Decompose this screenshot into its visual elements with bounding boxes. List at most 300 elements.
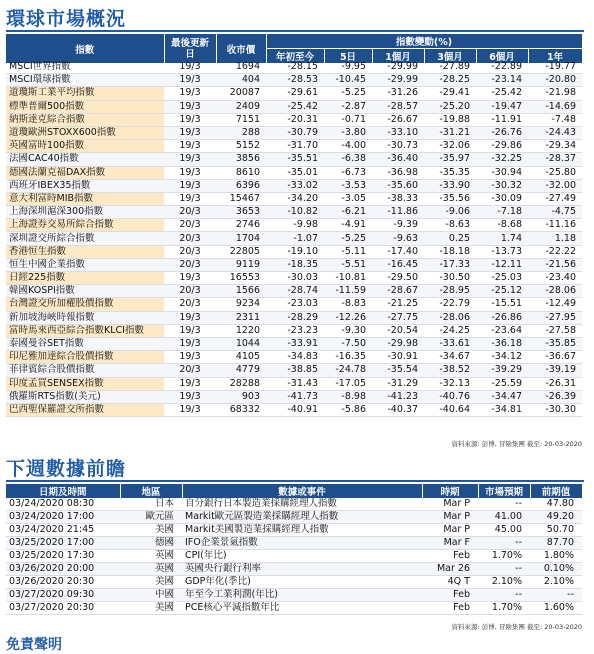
cell-change: -24.25	[424, 324, 476, 337]
cell-change: -9.95	[324, 61, 372, 74]
cell-change: -30.79	[266, 126, 324, 139]
cell-change: -35.35	[424, 166, 476, 179]
cell-event: GDP年化(季比)	[182, 576, 422, 589]
cell-change: -11.59	[324, 285, 372, 298]
cell-change: -39.29	[476, 364, 528, 377]
cell-change: -19.10	[266, 245, 324, 258]
section2-title: 下週數據前瞻	[6, 458, 127, 480]
cell-region: 美國	[120, 576, 182, 589]
cell-region: 美國	[120, 602, 182, 615]
cell-change: -1.07	[266, 232, 324, 245]
section3-title: 免責聲明	[6, 637, 62, 653]
cell-event: Markit歐元區製造業採購經理人指數	[182, 511, 422, 524]
cell-change: -23.40	[528, 272, 582, 285]
cell-change: -25.12	[476, 285, 528, 298]
cell-change: -26.76	[476, 126, 528, 139]
cell-period: Mar P	[422, 524, 478, 537]
cell-name: 西班牙IBEX35指數	[6, 179, 164, 192]
cell-change: -11.86	[372, 206, 424, 219]
cell-change: -29.99	[372, 74, 424, 87]
cell-change: -31.21	[424, 126, 476, 139]
cell-change: -3.05	[324, 192, 372, 205]
cell-event: 自分銀行日本製造業採購經理人指數	[182, 498, 422, 511]
cell-change: -11.16	[528, 219, 582, 232]
cell-period: Mar P	[422, 511, 478, 524]
cell-change: -35.54	[372, 364, 424, 377]
cell-change: -4.75	[528, 206, 582, 219]
cell-change: -20.54	[372, 324, 424, 337]
cell-change: -28.74	[266, 285, 324, 298]
col-header-4: 市場預期	[478, 484, 530, 498]
cell-date: 19/3	[164, 324, 216, 337]
cell-change: -21.56	[528, 258, 582, 271]
table-row	[6, 192, 582, 205]
table-row	[6, 219, 582, 232]
col-period-5: 1年	[528, 49, 582, 64]
table-row	[6, 113, 582, 126]
cell-change: -38.85	[266, 364, 324, 377]
table-row	[6, 563, 582, 576]
cell-date: 19/3	[164, 87, 216, 100]
cell-change: -34.67	[424, 351, 476, 364]
cell-prev: 49.20	[530, 511, 582, 524]
table-row	[6, 87, 582, 100]
cell-change: -27.95	[528, 311, 582, 324]
cell-exp: --	[478, 589, 530, 602]
cell-name: 上海證券交易所綜合指數	[6, 219, 164, 232]
cell-change: -28.25	[424, 74, 476, 87]
cell-date: 20/3	[164, 258, 216, 271]
cell-prev: 50.70	[530, 524, 582, 537]
cell-dt: 03/27/2020 20:30	[6, 602, 120, 615]
cell-event: 年至今工業利潤(年比)	[182, 589, 422, 602]
table-row	[6, 153, 582, 166]
source-note-1: 資料來源: 彭博, 冒險集團 截至: 20-03-2020	[451, 440, 582, 448]
cell-change: -38.52	[424, 364, 476, 377]
cell-date: 19/3	[164, 74, 216, 87]
cell-change: -25.03	[476, 272, 528, 285]
cell-name: 印度孟買SENSEX指數	[6, 377, 164, 390]
cell-change: -9.30	[324, 324, 372, 337]
cell-change: -29.98	[372, 337, 424, 350]
cell-change: -22.79	[424, 298, 476, 311]
cell-date: 19/3	[164, 61, 216, 74]
cell-change: -32.13	[424, 377, 476, 390]
cell-date: 19/3	[164, 179, 216, 192]
cell-change: -22.22	[528, 245, 582, 258]
cell-change: -30.94	[476, 166, 528, 179]
cell-region: 日本	[120, 498, 182, 511]
cell-change: -3.80	[324, 126, 372, 139]
table-row	[6, 232, 582, 245]
cell-region: 德國	[120, 537, 182, 550]
cell-date: 19/3	[164, 166, 216, 179]
cell-exp: --	[478, 498, 530, 511]
cell-change: -31.70	[266, 140, 324, 153]
cell-change: -27.49	[528, 192, 582, 205]
cell-close: 1694	[216, 61, 266, 74]
cell-change: -22.89	[476, 61, 528, 74]
cell-region: 英國	[120, 563, 182, 576]
cell-close: 4105	[216, 351, 266, 364]
col-period-1: 5日	[324, 49, 372, 64]
cell-change: -35.97	[424, 153, 476, 166]
table-row	[6, 311, 582, 324]
cell-change: -28.06	[528, 285, 582, 298]
cell-change: -41.23	[372, 390, 424, 403]
table-row	[6, 140, 582, 153]
cell-name: 德國法蘭克福DAX指數	[6, 166, 164, 179]
cell-prev: 47.80	[530, 498, 582, 511]
cell-change: -19.47	[476, 100, 528, 113]
cell-change: -35.56	[424, 192, 476, 205]
cell-name: MSCI世界指數	[6, 61, 164, 74]
cell-dt: 03/26/2020 20:30	[6, 576, 120, 589]
cell-change: -12.26	[324, 311, 372, 324]
cell-change: -31.29	[372, 377, 424, 390]
cell-region: 中國	[120, 589, 182, 602]
cell-date: 19/3	[164, 113, 216, 126]
cell-name: 恒生中國企業指數	[6, 258, 164, 271]
cell-date: 19/3	[164, 192, 216, 205]
cell-change: -7.48	[528, 113, 582, 126]
cell-prev: --	[530, 589, 582, 602]
cell-name: 法國CAC40指數	[6, 153, 164, 166]
cell-change: -33.02	[266, 179, 324, 192]
table-row	[6, 298, 582, 311]
table-row	[6, 206, 582, 219]
table-row	[6, 166, 582, 179]
cell-close: 3856	[216, 153, 266, 166]
cell-change: -28.67	[372, 285, 424, 298]
cell-change: -23.23	[266, 324, 324, 337]
cell-change: -28.29	[266, 311, 324, 324]
cell-change: -20.80	[528, 74, 582, 87]
cell-period: Mar 26	[422, 563, 478, 576]
cell-name: 深圳證交所綜合指數	[6, 232, 164, 245]
cell-event: 英國央行銀行利率	[182, 563, 422, 576]
cell-change: -35.60	[372, 179, 424, 192]
cell-change: -31.43	[266, 377, 324, 390]
cell-change: -5.51	[324, 258, 372, 271]
cell-change: -17.40	[372, 245, 424, 258]
table-row	[6, 258, 582, 271]
cell-change: -10.82	[266, 206, 324, 219]
cell-date: 19/3	[164, 126, 216, 139]
cell-exp: --	[478, 537, 530, 550]
col-close: 收市價	[216, 34, 266, 63]
cell-change: -8.83	[324, 298, 372, 311]
cell-close: 9234	[216, 298, 266, 311]
cell-change: -25.20	[424, 100, 476, 113]
cell-dt: 03/24/2020 17:00	[6, 511, 120, 524]
cell-change: -8.98	[324, 390, 372, 403]
cell-change: -18.18	[424, 245, 476, 258]
cell-change: -24.43	[528, 126, 582, 139]
cell-change: -41.73	[266, 390, 324, 403]
cell-close: 5152	[216, 140, 266, 153]
cell-date: 19/3	[164, 140, 216, 153]
cell-change: -17.05	[324, 377, 372, 390]
cell-change: -13.73	[476, 245, 528, 258]
cell-close: 16553	[216, 272, 266, 285]
cell-name: 印尼雅加達綜合股價指數	[6, 351, 164, 364]
cell-change: -28.57	[372, 100, 424, 113]
cell-close: 1704	[216, 232, 266, 245]
cell-change: -34.83	[266, 351, 324, 364]
cell-close: 8610	[216, 166, 266, 179]
cell-change: -8.68	[476, 219, 528, 232]
cell-name: 巴西聖保羅證交所指數	[6, 403, 164, 416]
table-row	[6, 179, 582, 192]
cell-change: -39.19	[528, 364, 582, 377]
cell-change: -24.78	[324, 364, 372, 377]
cell-change: -28.37	[528, 153, 582, 166]
cell-change: -12.11	[476, 258, 528, 271]
cell-change: -33.90	[424, 179, 476, 192]
cell-dt: 03/24/2020 08:30	[6, 498, 120, 511]
col-header-2: 數據或事件	[182, 484, 422, 498]
cell-date: 19/3	[164, 153, 216, 166]
market-overview-header	[6, 34, 583, 63]
cell-change: -34.12	[476, 351, 528, 364]
cell-change: -35.85	[528, 337, 582, 350]
cell-change: -30.30	[528, 403, 582, 416]
cell-name: 意大利富時MIB指數	[6, 192, 164, 205]
cell-change: -23.03	[266, 298, 324, 311]
cell-close: 28288	[216, 377, 266, 390]
table-row	[6, 511, 582, 524]
title-divider	[6, 30, 584, 32]
cell-period: Mar F	[422, 537, 478, 550]
cell-change: -30.03	[266, 272, 324, 285]
cell-close: 1220	[216, 324, 266, 337]
cell-change: -34.20	[266, 192, 324, 205]
cell-date: 19/3	[164, 311, 216, 324]
cell-change: -33.91	[266, 337, 324, 350]
cell-change: -19.77	[528, 61, 582, 74]
cell-name: 韓國KOSPI指數	[6, 285, 164, 298]
cell-region: 英國	[120, 550, 182, 563]
cell-change: -30.73	[372, 140, 424, 153]
cell-change: -25.59	[476, 377, 528, 390]
cell-date: 19/3	[164, 351, 216, 364]
col-header-0: 日期及時間	[6, 484, 120, 498]
cell-change: -33.10	[372, 126, 424, 139]
cell-close: 22805	[216, 245, 266, 258]
cell-name: 上海深圳滬深300指數	[6, 206, 164, 219]
table-row	[6, 377, 582, 390]
cell-change: -6.73	[324, 166, 372, 179]
cell-date: 20/3	[164, 245, 216, 258]
cell-change: -27.89	[424, 61, 476, 74]
cell-dt: 03/24/2020 21:45	[6, 524, 120, 537]
cell-name: 台灣證交所加權股價指數	[6, 298, 164, 311]
table-row	[6, 126, 582, 139]
cell-change: -33.61	[424, 337, 476, 350]
cell-change: -25.42	[266, 100, 324, 113]
cell-date: 20/3	[164, 364, 216, 377]
cell-change: -3.53	[324, 179, 372, 192]
cell-close: 2311	[216, 311, 266, 324]
cell-change: -36.98	[372, 166, 424, 179]
cell-close: 288	[216, 126, 266, 139]
cell-exp: --	[478, 563, 530, 576]
section1-title: 環球市場概況	[6, 8, 127, 30]
cell-change: -29.41	[424, 87, 476, 100]
cell-event: PCE核心平減指數年比	[182, 602, 422, 615]
table-row	[6, 524, 582, 537]
cell-prev: 1.60%	[530, 602, 582, 615]
cell-change: -29.50	[372, 272, 424, 285]
table-row	[6, 272, 582, 285]
cell-change: 1.74	[476, 232, 528, 245]
col-period-4: 6個月	[476, 49, 528, 64]
table-row	[6, 285, 582, 298]
cell-change: -9.98	[266, 219, 324, 232]
cell-change: -17.33	[424, 258, 476, 271]
table-row	[6, 602, 582, 615]
cell-change: -4.00	[324, 140, 372, 153]
cell-change: -32.25	[476, 153, 528, 166]
cell-close: 404	[216, 74, 266, 87]
cell-change: -10.45	[324, 74, 372, 87]
cell-change: -40.91	[266, 403, 324, 416]
table-row	[6, 498, 582, 511]
cell-change: -36.18	[476, 337, 528, 350]
cell-change: -4.91	[324, 219, 372, 232]
cell-change: -36.67	[528, 351, 582, 364]
cell-close: 903	[216, 390, 266, 403]
cell-change: 0.25	[424, 232, 476, 245]
cell-close: 1044	[216, 337, 266, 350]
cell-date: 20/3	[164, 232, 216, 245]
cell-close: 15467	[216, 192, 266, 205]
table-row	[6, 337, 582, 350]
cell-change: -29.34	[528, 140, 582, 153]
cell-change: -30.09	[476, 192, 528, 205]
cell-close: 7151	[216, 113, 266, 126]
cell-change: -23.64	[476, 324, 528, 337]
cell-period: Feb	[422, 550, 478, 563]
table-row	[6, 245, 582, 258]
table-row	[6, 576, 582, 589]
cell-change: -11.91	[476, 113, 528, 126]
cell-date: 20/3	[164, 219, 216, 232]
cell-date: 19/3	[164, 390, 216, 403]
cell-change: -7.18	[476, 206, 528, 219]
cell-dt: 03/25/2020 17:00	[6, 537, 120, 550]
table-row	[6, 364, 582, 377]
cell-close: 2409	[216, 100, 266, 113]
cell-name: 納斯達克綜合指數	[6, 113, 164, 126]
table-row	[6, 61, 582, 74]
cell-change: 1.18	[528, 232, 582, 245]
cell-change: -18.35	[266, 258, 324, 271]
cell-date: 19/3	[164, 100, 216, 113]
market-overview-table	[6, 61, 582, 417]
col-period-2: 1個月	[372, 49, 424, 64]
cell-change: -28.06	[424, 311, 476, 324]
cell-name: 道瓊歐洲STOXX600指數	[6, 126, 164, 139]
cell-change: -29.86	[476, 140, 528, 153]
table-row	[6, 537, 582, 550]
cell-change: -35.01	[266, 166, 324, 179]
col-change-group: 指數變動(%)	[266, 34, 582, 49]
cell-name: 道瓊斯工業平均指數	[6, 87, 164, 100]
cell-date: 19/3	[164, 403, 216, 416]
cell-name: 英國富時100指數	[6, 140, 164, 153]
cell-exp: 2.10%	[478, 576, 530, 589]
cell-change: -2.87	[324, 100, 372, 113]
cell-prev: 2.10%	[530, 576, 582, 589]
table-row	[6, 74, 582, 87]
cell-change: -15.51	[476, 298, 528, 311]
cell-period: Feb	[422, 589, 478, 602]
cell-period: Mar P	[422, 498, 478, 511]
cell-name: 俄羅斯RTS指數(美元)	[6, 390, 164, 403]
cell-change: -27.58	[528, 324, 582, 337]
cell-close: 1566	[216, 285, 266, 298]
cell-change: -28.95	[424, 285, 476, 298]
cell-close: 4779	[216, 364, 266, 377]
cell-change: -14.69	[528, 100, 582, 113]
cell-change: -16.35	[324, 351, 372, 364]
cell-event: IFO企業景氣指數	[182, 537, 422, 550]
cell-event: CPI(年比)	[182, 550, 422, 563]
cell-name: 菲律賓綜合股價指數	[6, 364, 164, 377]
cell-dt: 03/26/2020 20:00	[6, 563, 120, 576]
cell-prev: 87.70	[530, 537, 582, 550]
table-row	[6, 324, 582, 337]
table-row	[6, 390, 582, 403]
cell-period: Feb	[422, 602, 478, 615]
col-header-1: 地區	[120, 484, 182, 498]
cell-change: -28.15	[266, 61, 324, 74]
cell-change: -6.38	[324, 153, 372, 166]
cell-event: Markit美國製造業採購經理人指數	[182, 524, 422, 537]
cell-change: -26.67	[372, 113, 424, 126]
cell-change: -12.49	[528, 298, 582, 311]
cell-change: -6.21	[324, 206, 372, 219]
cell-change: -26.31	[528, 377, 582, 390]
cell-name: 泰國曼谷SET指數	[6, 337, 164, 350]
source-note-2: 資料來源: 彭博, 冒險集團 截至: 20-03-2020	[451, 623, 582, 631]
col-header-3: 時期	[422, 484, 478, 498]
cell-change: -26.39	[528, 390, 582, 403]
cell-period: 4Q T	[422, 576, 478, 589]
cell-change: -8.63	[424, 219, 476, 232]
cell-dt: 03/27/2020 09:30	[6, 589, 120, 602]
cell-change: -40.37	[372, 403, 424, 416]
cell-change: -7.50	[324, 337, 372, 350]
cell-change: -32.06	[424, 140, 476, 153]
col-index: 指數	[6, 34, 164, 63]
cell-name: 新加坡海峽時報指數	[6, 311, 164, 324]
cell-change: -29.99	[372, 61, 424, 74]
cell-name: 標準普爾500指數	[6, 100, 164, 113]
cell-change: -5.25	[324, 87, 372, 100]
table-row	[6, 589, 582, 602]
cell-change: -40.76	[424, 390, 476, 403]
cell-change: -25.80	[528, 166, 582, 179]
cell-change: -16.45	[372, 258, 424, 271]
cell-dt: 03/25/2020 17:30	[6, 550, 120, 563]
cell-change: -35.51	[266, 153, 324, 166]
col-last-update: 最後更新日	[164, 34, 216, 63]
cell-close: 9119	[216, 258, 266, 271]
cell-change: -29.61	[266, 87, 324, 100]
